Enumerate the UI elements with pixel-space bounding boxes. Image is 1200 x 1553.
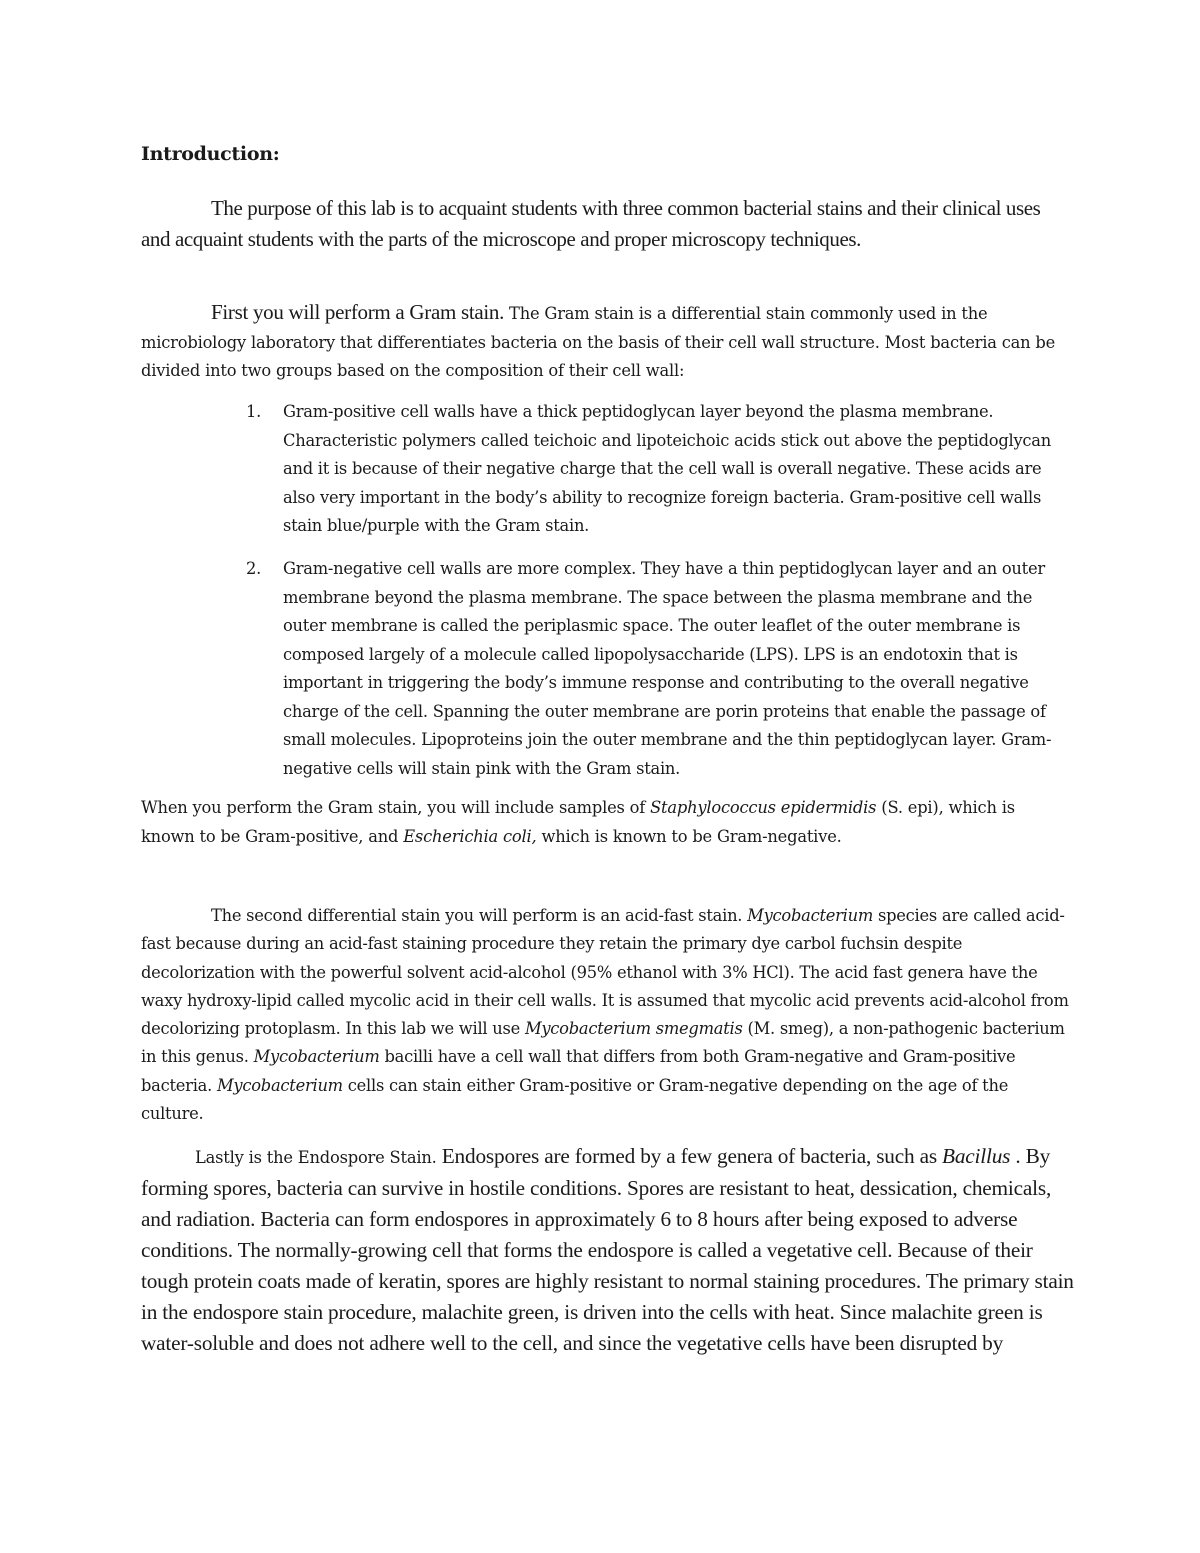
paragraph-gram-text: The Gram stain is a differential stain commonly used in the microbiology laboratory that differentiates bacteria on the basis of their cell wall structure. Most bacteria can be divided into two groups based on the composition of their cell wall: [141,304,1056,380]
list-number: 1. [246,402,262,421]
text-run: which is known to be Gram-negative. [536,826,842,846]
text-run: (M. smeg), a non-pathogenic bacterium in this genus. [141,1019,1065,1067]
genus-name: Mycobacterium [747,906,874,925]
genus-name: Mycobacterium [216,1075,343,1095]
genus-name: Mycobacterium [253,1047,380,1067]
text-run: (S. epi), which is known to be Gram-positive, and [141,798,1015,846]
species-name: Escherichia coli, [403,826,537,846]
paragraph-endospore [141,1141,1076,1359]
text-run: When you perform the Gram stain, you will include samples of [141,798,651,817]
paragraph-gram-stain [141,298,1066,386]
paragraph-purpose-text: The purpose of this lab is to acquaint students with three common bacterial stains and their clinical uses and acquaint students with the parts of the microscope and proper microscopy techniques. [141,196,1041,251]
text-run: Endospores are formed by a few genera of bacteria, such as [436,1144,943,1168]
text-run: cells can stain either Gram-positive or Gram-negative depending on the age of the culture. [141,1075,1009,1124]
paragraph-samples [141,794,1066,851]
text-run: species are called acid-fast because during an acid-fast staining procedure they retain the primary dye carbol fuchsin despite decolorization with the powerful solvent acid-alcohol (95% ethanol with 3% HCl). The acid fast genera have the waxy hydroxy-lipid called mycolic acid in their cell walls. It is assumed that mycolic acid prevents acid-alcohol from decolorizing protoplasm. In this lab we will use [141,906,1069,1039]
text-run: bacilli have a cell wall that differs from both Gram-negative and Gram-positive bacteria. [141,1047,1016,1095]
section-heading: Introduction: [141,143,280,165]
species-name: Staphylococcus epidermidis [650,798,877,817]
species-name: Mycobacterium smegmatis [524,1019,743,1039]
list-number: 2. [246,559,262,578]
text-run: The second differential stain you will perform is an acid-fast stain. [211,906,748,925]
list-item [246,398,1073,541]
paragraph-acid-fast [141,902,1071,1128]
list-item [246,555,1073,783]
genus-name: Bacillus [942,1144,1011,1168]
text-run: . By forming spores, bacteria can survive in hostile conditions. Spores are resistant to heat, dessication, chemicals, and radiation. Bacteria can form endospores in approximately 6 to 8 hours after being exposed to adverse conditions. The normally-growing cell that forms the endospore is called a vegetative cell. Because of their tough protein coats made of keratin, spores are highly resistant to normal staining procedures. The primary stain in the endospore stain procedure, malachite green, is driven into the cells with heat. Since malachite green is water-soluble and does not adhere well to the cell, and since the vegetative cells have been disrupted by [141,1144,1074,1355]
paragraph-endospore-lead: Lastly is the Endospore Stain. [195,1148,437,1167]
paragraph-gram-lead: First you will perform a Gram stain. [211,300,505,324]
list-item-text: Gram-negative cell walls are more complex. They have a thin peptidoglycan layer and an outer membrane beyond the plasma membrane. The space between the plasma membrane and the outer membrane is called the periplasmic space. The outer leaflet of the outer membrane is composed largely of a molecule called lipopolysaccharide (LPS). LPS is an endotoxin that is important in triggering the body’s immune response and contributing to the overall negative charge of the cell. Spanning the outer membrane are porin proteins that enable the passage of small molecules. Lipoproteins join the outer membrane and the thin peptidoglycan layer. Gram-negative cells will stain pink with the Gram stain. [283,559,1052,778]
paragraph-purpose [141,193,1051,255]
list-item-text: Gram-positive cell walls have a thick peptidoglycan layer beyond the plasma membrane. Characteristic polymers called teichoic and lipoteichoic acids stick out above the peptidoglycan and it is because of their negative charge that the cell wall is overall negative. These acids are also very important in the body’s ability to recognize foreign bacteria. Gram-positive cell walls stain blue/purple with the Gram stain. [283,402,1051,535]
